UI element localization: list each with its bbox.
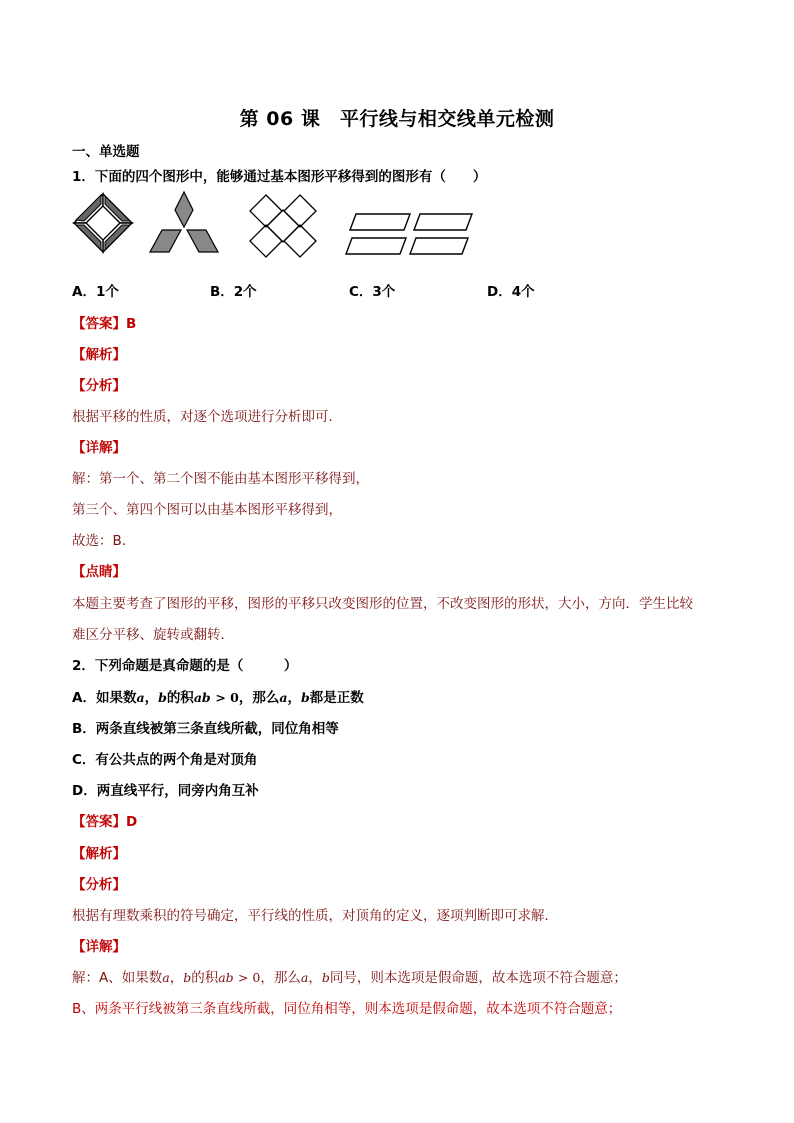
- section-heading: 一、单选题: [72, 144, 140, 160]
- q2-detail-a-suffix: 同号，则本选项是假命题，故本选项不符合题意；: [329, 970, 627, 986]
- q1-option-b: B．2个: [210, 284, 257, 300]
- q1-fenxi-text: 根据平移的性质，对逐个选项进行分析即可．: [72, 409, 342, 425]
- q2-jiexi: 【解析】: [72, 846, 126, 862]
- q2-option-b: B．两条直线被第三条直线所截，同位角相等: [72, 721, 339, 737]
- q2-option-a-prefix: A．如果数: [72, 690, 137, 706]
- q1-fenxi-label: 【分析】: [72, 378, 126, 394]
- q2-fenxi-label: 【分析】: [72, 877, 126, 893]
- q2-detail-a: [72, 966, 627, 986]
- q2-option-a-suffix: 都是正数: [309, 690, 364, 706]
- comma-4: ，: [308, 970, 322, 986]
- q1-dianjing-label: 【点睛】: [72, 564, 126, 580]
- q2-detail-a-prefix: 解：A、如果数: [72, 970, 163, 986]
- q1-detail-line-3: 故选：B．: [72, 533, 136, 549]
- math-var-b-4: b: [321, 970, 330, 985]
- q2-option-a-mid: 的积: [166, 690, 194, 706]
- question-1-stem: 1．下面的四个图形中，能够通过基本图形平移得到的图形有（ ）: [72, 169, 487, 185]
- q1-option-d: D．4个: [487, 284, 535, 300]
- q1-answer: 【答案】B: [72, 316, 137, 332]
- figure-four-diamonds: [248, 193, 322, 259]
- q2-detail-b: B、两条平行线被第三条直线所截，同位角相等，则本选项是假命题，故本选项不符合题意；: [72, 1001, 622, 1017]
- math-var-b-2: b: [301, 690, 310, 705]
- math-var-a-2: a: [279, 690, 288, 705]
- q2-option-a: [72, 686, 364, 706]
- q1-detail-line-1: 解：第一个、第二个图不能由基本图形平移得到，: [72, 471, 369, 487]
- q2-xiangjie-label: 【详解】: [72, 939, 126, 955]
- comma-2: ，: [287, 690, 301, 706]
- q2-option-a-then: ，那么: [238, 690, 280, 706]
- q1-option-c: C．3个: [349, 284, 396, 300]
- q1-dianjing-line-1: 本题主要考查了图形的平移，图形的平移只改变图形的位置，不改变图形的形状，大小，方向．学生比较: [72, 596, 693, 612]
- math-expr-ab-2: ab: [218, 970, 234, 985]
- comma-3: ，: [169, 970, 184, 986]
- q2-fenxi-text: 根据有理数乘积的符号确定，平行线的性质，对顶角的定义，逐项判断即可求解．: [72, 908, 558, 924]
- comma: ，: [144, 690, 159, 706]
- figure-parallelograms: [344, 212, 474, 258]
- math-gt-zero: > 0: [215, 690, 239, 705]
- page-title: 第 06 课 平行线与相交线单元检测: [239, 108, 555, 130]
- math-var-b-3: b: [183, 970, 192, 985]
- q1-detail-line-2: 第三个、第四个图可以由基本图形平移得到，: [72, 502, 342, 518]
- q2-option-d: D．两直线平行，同旁内角互补: [72, 783, 259, 799]
- question-2-stem: 2．下列命题是真命题的是（ ）: [72, 658, 298, 674]
- figure-rotated-frame: [72, 190, 134, 256]
- math-var-a-4: a: [300, 970, 309, 985]
- q1-jiexi: 【解析】: [72, 347, 126, 363]
- q2-detail-a-then: ，那么: [260, 970, 301, 986]
- q2-option-c: C．有公共点的两个角是对顶角: [72, 752, 258, 768]
- q1-xiangjie-label: 【详解】: [72, 440, 126, 456]
- q1-option-a: A．1个: [72, 284, 119, 300]
- math-var-b: b: [158, 690, 167, 705]
- q1-dianjing-line-2: 难区分平移、旋转或翻转．: [72, 627, 234, 643]
- math-gt-zero-2: > 0: [237, 970, 261, 985]
- math-var-a-3: a: [162, 970, 170, 985]
- q2-answer: 【答案】D: [72, 814, 138, 830]
- math-expr-ab: ab: [193, 690, 211, 705]
- math-var-a: a: [136, 690, 145, 705]
- figure-three-rhombi: [148, 190, 220, 256]
- q2-detail-a-mid: 的积: [191, 970, 219, 986]
